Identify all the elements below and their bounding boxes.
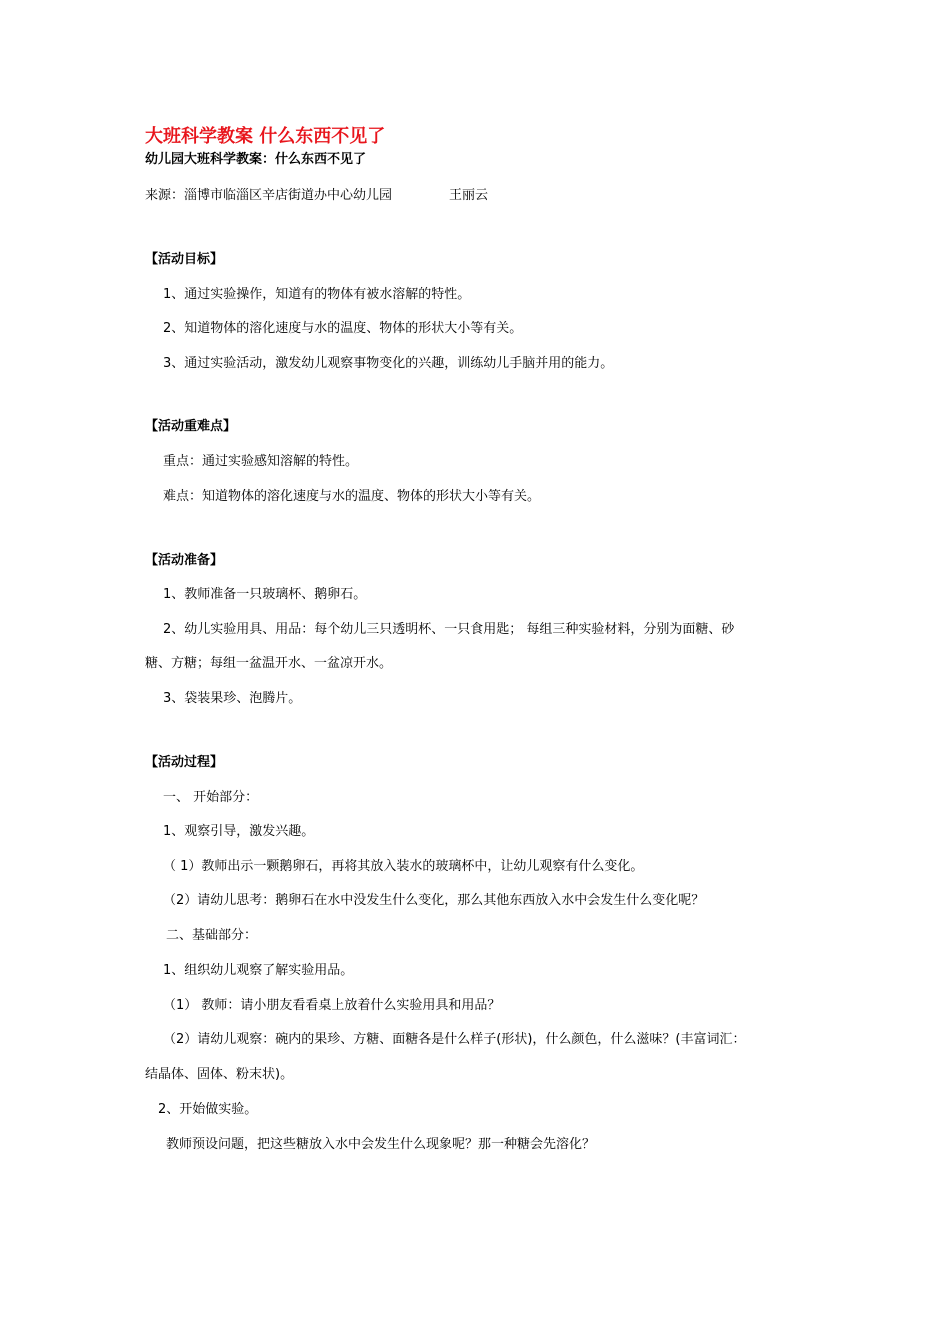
goal-item: 2、知道物体的溶化速度与水的温度、物体的形状大小等有关。: [163, 321, 523, 336]
preparation-item-continued: 糖、方糖；每组一盆温开水、一盆凉开水。: [145, 656, 393, 671]
preparation-item: 2、幼儿实验用具、用品：每个幼儿三只透明杯、一只食用匙； 每组三种实验材料，分别为面糖、砂: [163, 622, 735, 637]
process-item: 1、观察引导，激发兴趣。: [163, 824, 315, 839]
section-heading-process: 【活动过程】: [145, 755, 224, 770]
process-item: 教师预设问题，把这些糖放入水中会发生什么现象呢？那一种糖会先溶化？: [166, 1137, 596, 1152]
preparation-item: 1、教师准备一只玻璃杯、鹅卵石。: [163, 587, 367, 602]
goal-item: 3、通过实验活动，激发幼儿观察事物变化的兴趣，训练幼儿手脑并用的能力。: [163, 356, 614, 371]
process-item: 1、组织幼儿观察了解实验用品。: [163, 963, 354, 978]
process-item: 一、 开始部分：: [163, 790, 259, 805]
doc-title: 大班科学教案 什么东西不见了: [145, 126, 386, 147]
process-item: （2）请幼儿思考：鹅卵石在水中没发生什么变化，那么其他东西放入水中会发生什么变化呢？: [163, 893, 705, 908]
process-item: 二、基础部分：: [166, 928, 258, 943]
process-item: 2、开始做实验。: [158, 1102, 258, 1117]
goal-item: 1、通过实验操作，知道有的物体有被水溶解的特性。: [163, 287, 471, 302]
section-heading-key-points: 【活动重难点】: [145, 419, 237, 434]
key-point-item: 重点：通过实验感知溶解的特性。: [163, 454, 359, 469]
section-heading-preparation: 【活动准备】: [145, 553, 224, 568]
process-item-continued: 结晶体、固体、粉末状)。: [145, 1067, 294, 1082]
process-item: （ 1）教师出示一颗鹅卵石，再将其放入装水的玻璃杯中，让幼儿观察有什么变化。: [163, 859, 644, 874]
preparation-item: 3、袋装果珍、泡腾片。: [163, 691, 302, 706]
author-name: 王丽云: [449, 188, 489, 203]
key-point-item: 难点：知道物体的溶化速度与水的温度、物体的形状大小等有关。: [163, 489, 541, 504]
doc-subtitle: 幼儿园大班科学教案：什么东西不见了: [145, 152, 367, 167]
source-line: 来源：淄博市临淄区辛店街道办中心幼儿园: [145, 188, 393, 203]
process-item: （1） 教师：请小朋友看看桌上放着什么实验用具和用品？: [163, 998, 501, 1013]
section-heading-goals: 【活动目标】: [145, 252, 224, 267]
process-item: （2）请幼儿观察：碗内的果珍、方糖、面糖各是什么样子(形状)，什么颜色，什么滋味？(丰富词汇：: [163, 1032, 746, 1047]
